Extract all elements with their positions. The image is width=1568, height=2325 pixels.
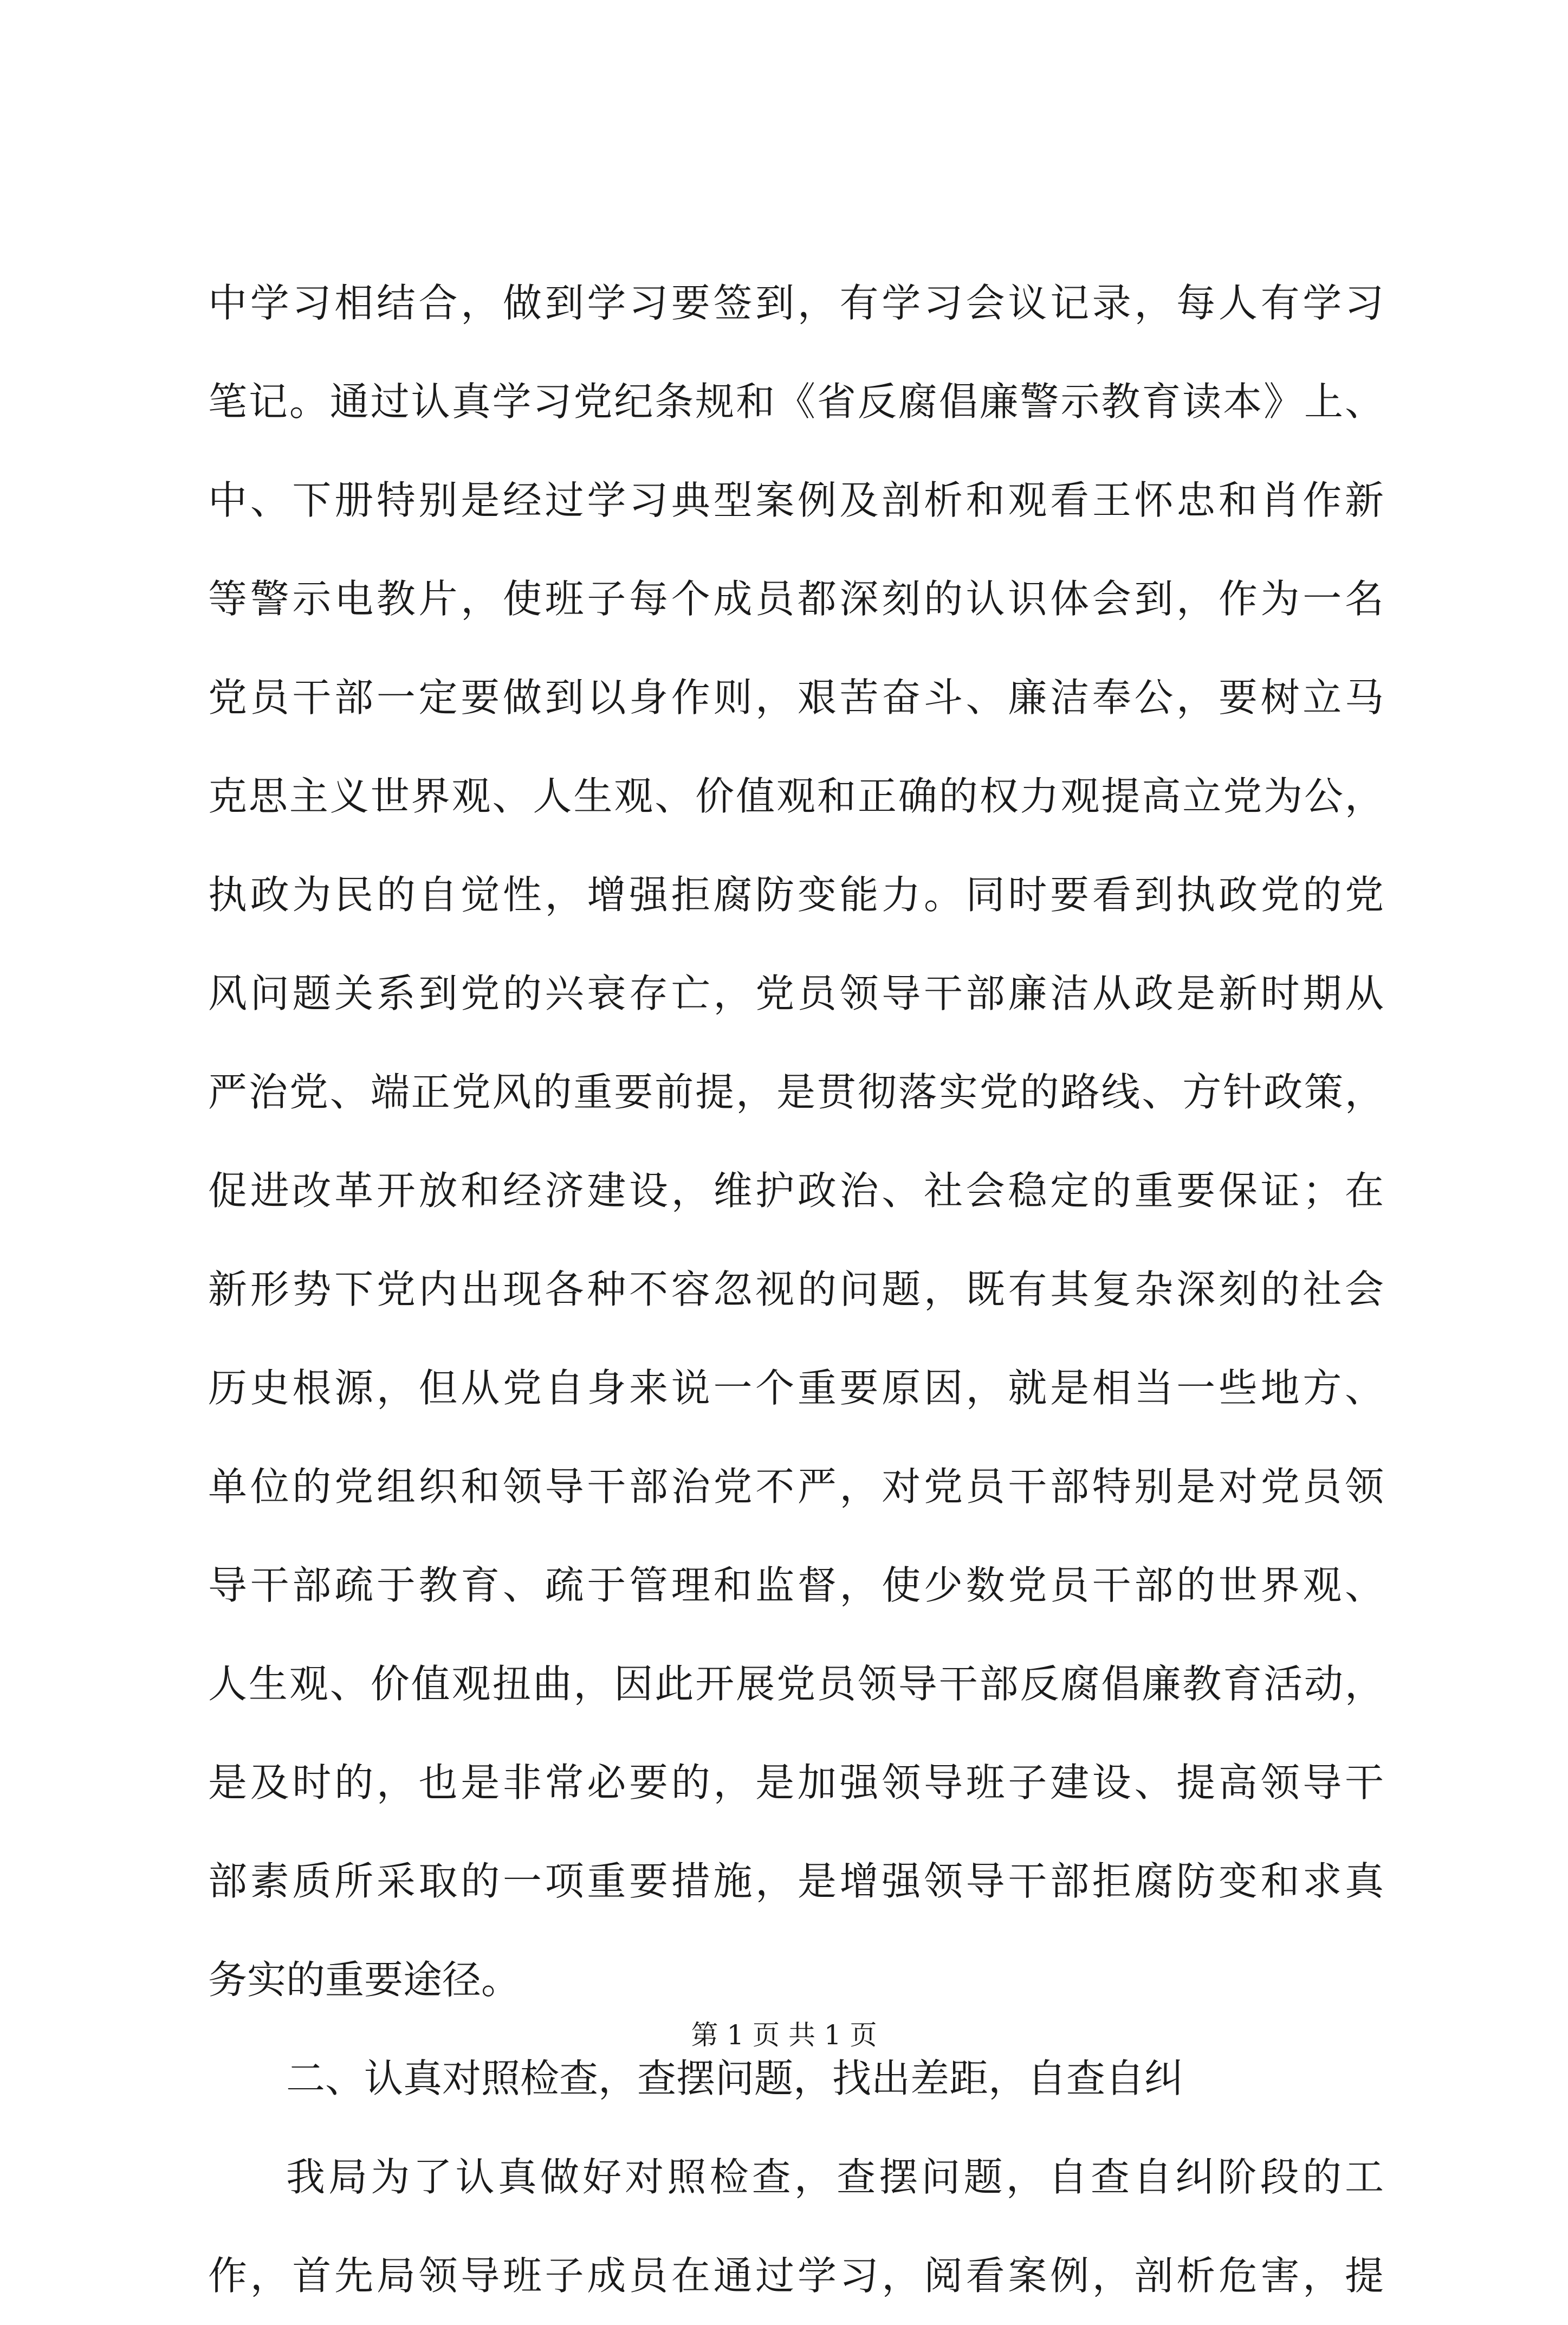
body-line: 等警示电教片，使班子每个成员都深刻的认识体会到，作为一名 (208, 576, 1384, 622)
body-line: 单位的党组织和领导干部治党不严，对党员干部特别是对党员领 (208, 1464, 1384, 1509)
body-line: 部素质所采取的一项重要措施，是增强领导干部拒腐防变和求真 (208, 1858, 1384, 1904)
body-line: 执政为民的自觉性，增强拒腐防变能力。同时要看到执政党的党 (208, 872, 1384, 918)
body-line: 严治党、端正党风的重要前提，是贯彻落实党的路线、方针政策， (208, 1069, 1384, 1115)
body-line: 促进改革开放和经济建设，维护政治、社会稳定的重要保证；在 (208, 1168, 1384, 1213)
page-number-footer: 第 1 页 共 1 页 (691, 2019, 877, 2051)
body-line: 务实的重要途径。 (208, 1957, 521, 2003)
body-line: 克思主义世界观、人生观、价值观和正确的权力观提高立党为公， (208, 773, 1384, 819)
body-line: 是及时的，也是非常必要的，是加强领导班子建设、提高领导干 (208, 1760, 1384, 1805)
body-line: 历史根源，但从党自身来说一个重要原因，就是相当一些地方、 (208, 1365, 1384, 1411)
document-body (208, 254, 1384, 2325)
section-heading: 二、认真对照检查，查摆问题，找出差距，自查自纠 (286, 2056, 1184, 2101)
body-line: 中、下册特别是经过学习典型案例及剖析和观看王怀忠和肖作新 (208, 477, 1384, 523)
body-line: 导干部疏于教育、疏于管理和监督，使少数党员干部的世界观、 (208, 1562, 1384, 1608)
body-line: 新形势下党内出现各种不容忽视的问题，既有其复杂深刻的社会 (208, 1267, 1384, 1312)
body-line: 笔记。通过认真学习党纪条规和《省反腐倡廉警示教育读本》上、 (208, 379, 1384, 424)
body-line: 中学习相结合，做到学习要签到，有学习会议记录，每人有学习 (208, 280, 1384, 326)
body-line: 人生观、价值观扭曲，因此开展党员领导干部反腐倡廉教育活动， (208, 1661, 1384, 1707)
body-line: 我局为了认真做好对照检查，查摆问题，自查自纠阶段的工 (286, 2154, 1384, 2200)
body-line: 作，首先局领导班子成员在通过学习，阅看案例，剖析危害，提 (208, 2253, 1384, 2298)
body-line: 党员干部一定要做到以身作则，艰苦奋斗、廉洁奉公，要树立马 (208, 675, 1384, 720)
body-line: 风问题关系到党的兴衰存亡，党员领导干部廉洁从政是新时期从 (208, 971, 1384, 1016)
